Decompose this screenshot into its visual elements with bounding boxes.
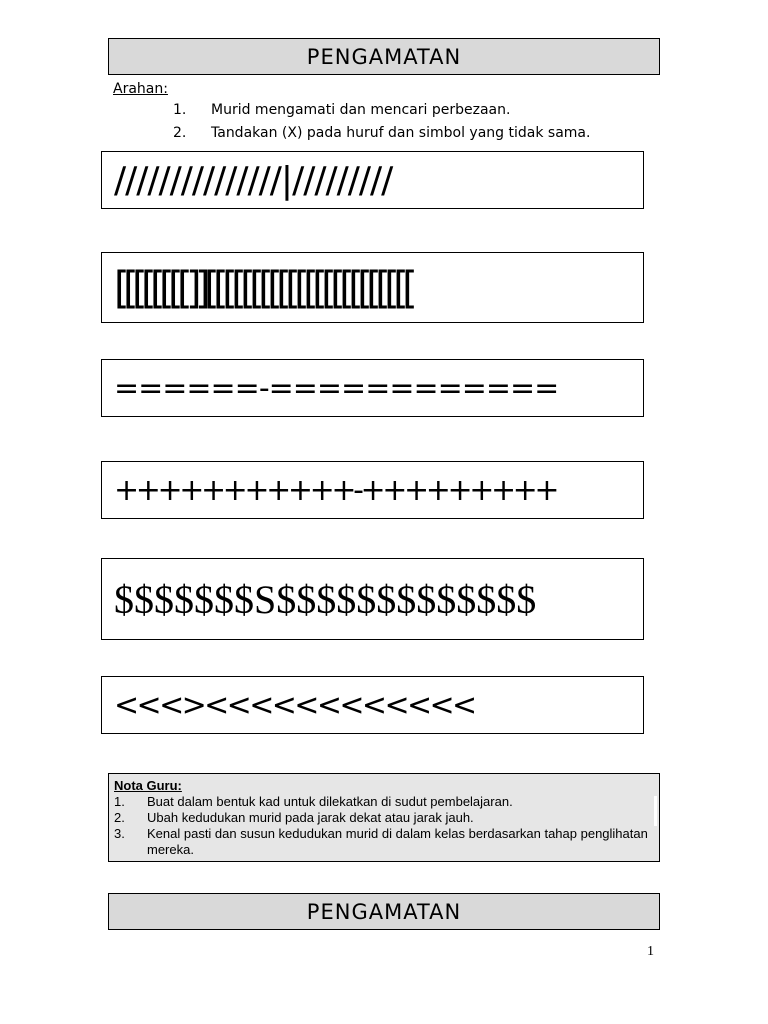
footer-title: PENGAMATAN [108, 893, 660, 930]
sequence-card-equals [101, 359, 644, 417]
page-title: PENGAMATAN [108, 38, 660, 75]
instruction-item [113, 122, 673, 145]
sequence-card-slashes [101, 151, 644, 209]
teacher-note-item [114, 826, 654, 858]
sequence-card-plus [101, 461, 644, 519]
instruction-number: 1. [173, 102, 187, 118]
sequence-card-dollars [101, 558, 644, 640]
teacher-note-text: Buat dalam bentuk kad untuk dilekatkan di sudut pembelajaran. [147, 794, 513, 809]
instruction-item [113, 99, 673, 122]
instructions [113, 79, 673, 145]
teacher-note-text: Kenal pasti dan susun kedudukan murid di dalam kelas berdasarkan tahap penglihatan mereka. [147, 826, 648, 857]
instruction-number: 2. [173, 125, 187, 141]
sequence-card-angles [101, 676, 644, 734]
teacher-notes [108, 773, 660, 862]
sequence-text: ///////////////|///////// [114, 159, 393, 201]
sequence-text: $$$$$$$S$$$$$$$$$$$$$ [114, 576, 537, 622]
margin-mark [654, 796, 657, 826]
teacher-note-item [114, 810, 654, 826]
page-number: 1 [647, 944, 654, 959]
sequence-text: [[[[[[[[]][[[[[[[[[[[[[[[[[[[[[[[ [114, 262, 412, 313]
teacher-note-number: 3. [114, 826, 125, 841]
sequence-text: +++++++++++-+++++++++ [114, 472, 557, 508]
teacher-notes-heading: Nota Guru: [114, 778, 182, 793]
teacher-note-text: Ubah kedudukan murid pada jarak dekat atau jarak jauh. [147, 810, 474, 825]
instruction-text: Murid mengamati dan mencari perbezaan. [211, 102, 511, 118]
sequence-card-brackets [101, 252, 644, 323]
teacher-note-number: 2. [114, 810, 125, 825]
sequence-text: ======-============ [114, 370, 559, 406]
teacher-note-item [114, 794, 654, 810]
teacher-note-number: 1. [114, 794, 125, 809]
instructions-heading: Arahan: [113, 81, 168, 97]
instruction-text: Tandakan (X) pada huruf dan simbol yang tidak sama. [211, 125, 591, 141]
sequence-text: <<<><<<<<<<<<<<< [114, 687, 475, 723]
